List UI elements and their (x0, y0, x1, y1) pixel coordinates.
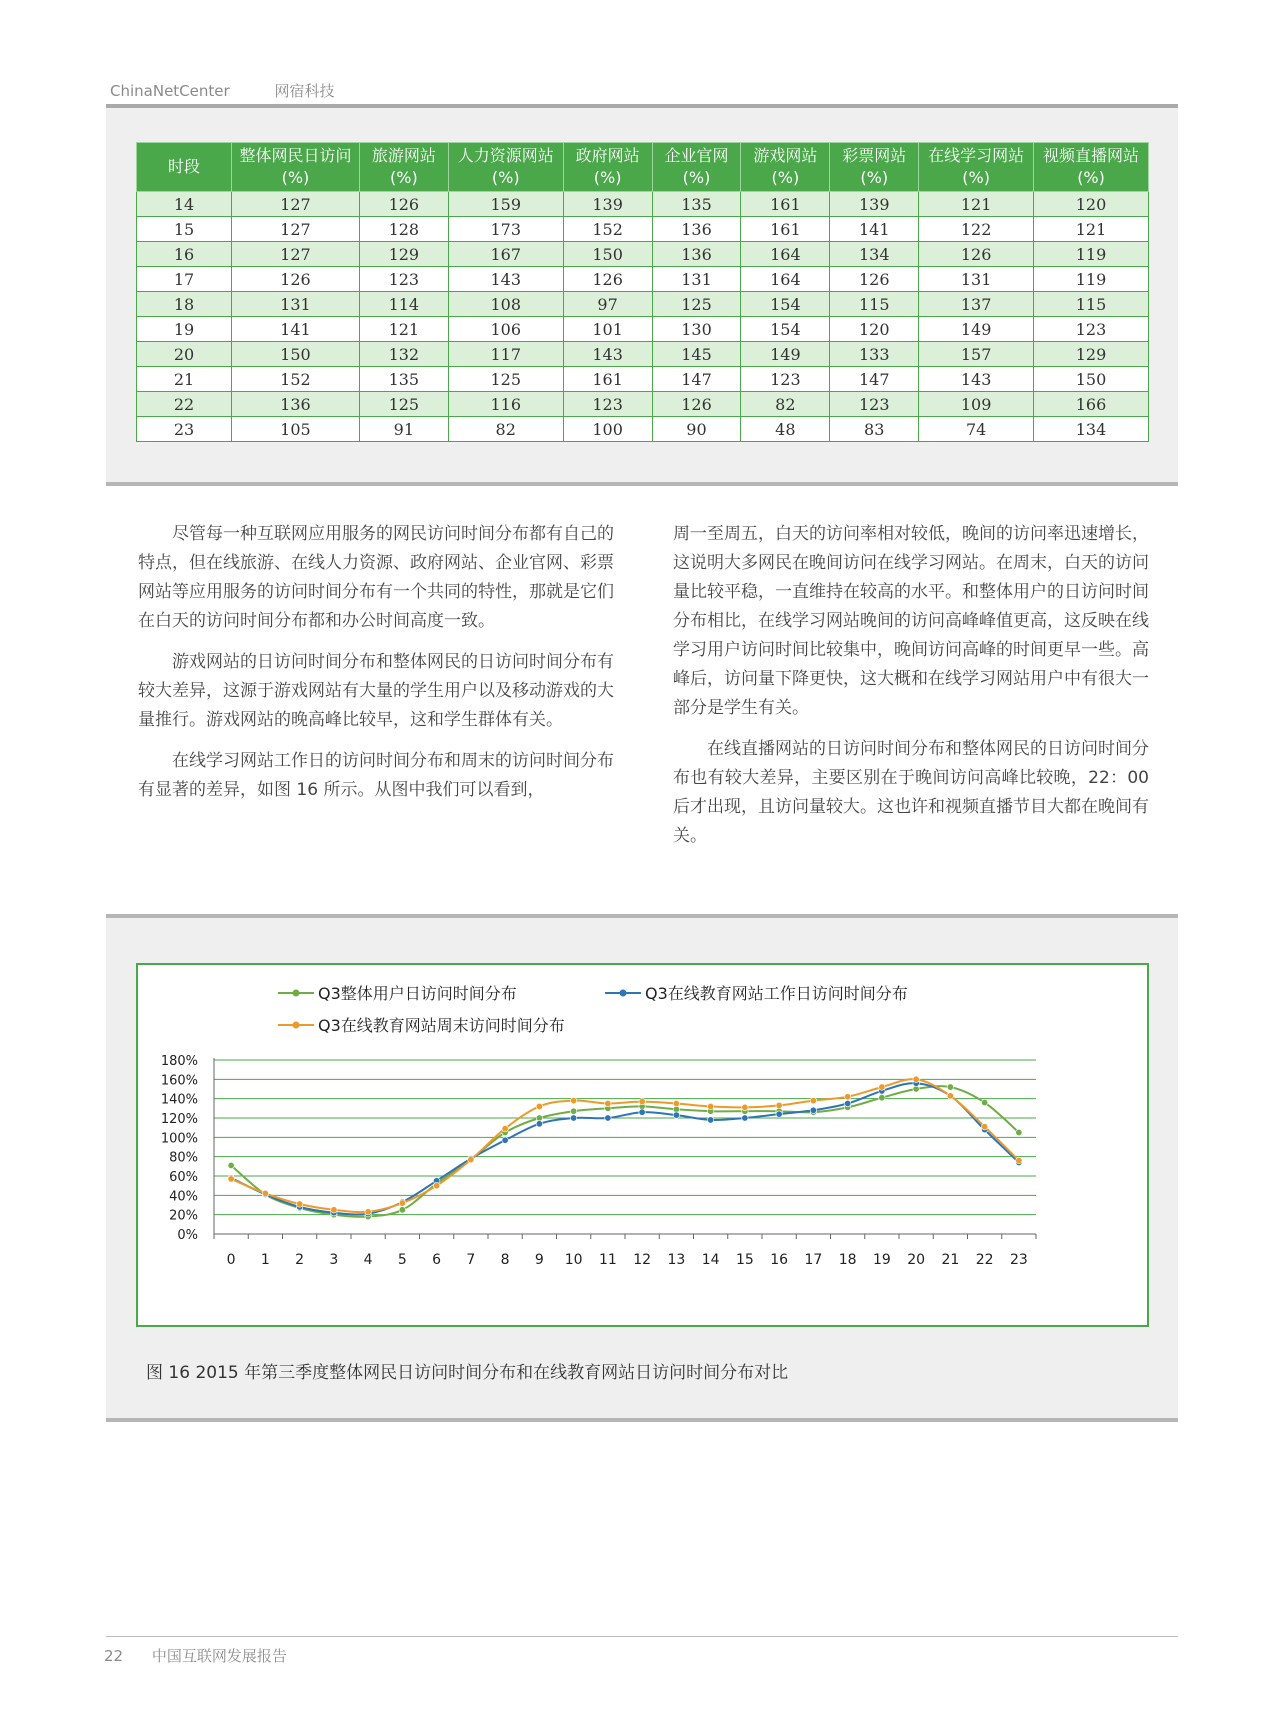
data-point (433, 1182, 439, 1188)
x-tick-label: 20 (907, 1252, 926, 1268)
table-cell: 127 (232, 242, 360, 267)
paragraph: 在线直播网站的日访问时间分布和整体网民的日访问时间分布也有较大差异，主要区别在于晚间访问高峰比较晚，22：00 后才出现，且访问量较大。这也许和视频直播节目大都在晚间有关。 (673, 739, 1149, 846)
brand-name: ChinaNetCenter (110, 82, 230, 100)
x-tick-label: 19 (872, 1252, 891, 1268)
table-row (137, 192, 1149, 217)
table-cell: 90 (652, 417, 741, 442)
data-point (502, 1137, 508, 1143)
table-header-cell: 旅游网站 (%) (359, 143, 448, 192)
legend-label: Q3整体用户日访问时间分布 (318, 984, 517, 1003)
table-cell: 16 (137, 242, 232, 267)
table-row (137, 217, 1149, 242)
data-point (605, 1115, 611, 1121)
table-cell: 117 (448, 342, 563, 367)
table-cell: 150 (232, 342, 360, 367)
table-cell: 159 (448, 192, 563, 217)
x-tick-label: 12 (633, 1252, 652, 1268)
table-cell: 161 (563, 367, 652, 392)
table-cell: 119 (1034, 267, 1149, 292)
table-cell: 139 (830, 192, 919, 217)
table-row (137, 267, 1149, 292)
table-cell: 161 (741, 192, 830, 217)
table-cell: 133 (830, 342, 919, 367)
x-tick-label: 5 (397, 1252, 407, 1268)
data-point (707, 1103, 713, 1109)
table-row (137, 317, 1149, 342)
x-tick-label: 22 (975, 1252, 994, 1268)
x-tick-label: 7 (466, 1252, 476, 1268)
table-cell: 130 (652, 317, 741, 342)
table-cell: 154 (741, 292, 830, 317)
y-tick-label: 80% (169, 1150, 198, 1166)
paragraph: 游戏网站的日访问时间分布和整体网民的日访问时间分布有较大差异，这源于游戏网站有大量的学生用户以及移动游戏的大量推行。游戏网站的晚高峰比较早，这和学生群体有关。 (138, 652, 614, 730)
table-cell: 152 (232, 367, 360, 392)
paragraph: 在线学习网站工作日的访问时间分布和周末的访问时间分布有显著的差异，如图 16 所示。从图中我们可以看到， (138, 751, 614, 800)
table-header-cell: 企业官网 (%) (652, 143, 741, 192)
table-cell: 143 (448, 267, 563, 292)
table-header-cell: 游戏网站 (%) (741, 143, 830, 192)
y-tick-label: 180% (160, 1054, 198, 1069)
table-cell: 150 (563, 242, 652, 267)
data-point (742, 1104, 748, 1110)
chart-panel (106, 914, 1178, 1422)
table-cell: 126 (830, 267, 919, 292)
data-point (844, 1094, 850, 1100)
table-cell: 100 (563, 417, 652, 442)
data-point (879, 1084, 885, 1090)
figure-caption: 图 16 2015 年第三季度整体网民日访问时间分布和在线教育网站日访问时间分布对比 (146, 1363, 789, 1383)
table-cell: 120 (830, 317, 919, 342)
table-panel (106, 108, 1178, 486)
table-cell: 135 (652, 192, 741, 217)
table-cell: 136 (232, 392, 360, 417)
table-cell: 19 (137, 317, 232, 342)
table-row (137, 342, 1149, 367)
table-cell: 141 (232, 317, 360, 342)
table-cell: 126 (919, 242, 1034, 267)
data-point (262, 1190, 268, 1196)
table-cell: 116 (448, 392, 563, 417)
table-cell: 18 (137, 292, 232, 317)
table-cell: 143 (563, 342, 652, 367)
x-tick-label: 8 (500, 1252, 510, 1268)
table-cell: 115 (830, 292, 919, 317)
table-cell: 106 (448, 317, 563, 342)
table-header-cell: 在线学习网站 (%) (919, 143, 1034, 192)
table-cell: 123 (741, 367, 830, 392)
data-point (844, 1100, 850, 1106)
table-cell: 83 (830, 417, 919, 442)
table-cell: 22 (137, 392, 232, 417)
page-footer (104, 1645, 287, 1666)
data-point (707, 1117, 713, 1123)
report-title: 中国互联网发展报告 (151, 1647, 287, 1665)
table-cell: 119 (1034, 242, 1149, 267)
data-point (879, 1095, 885, 1101)
x-tick-label: 18 (838, 1252, 857, 1268)
data-point (536, 1121, 542, 1127)
table-cell: 101 (563, 317, 652, 342)
line-chart (138, 965, 1147, 1325)
table-header-cell: 时段 (137, 143, 232, 192)
data-point (296, 1201, 302, 1207)
table-header-cell: 彩票网站 (%) (830, 143, 919, 192)
table-cell: 121 (919, 192, 1034, 217)
table-cell: 150 (1034, 367, 1149, 392)
table-cell: 125 (652, 292, 741, 317)
data-point (913, 1086, 919, 1092)
table-cell: 91 (359, 417, 448, 442)
x-tick-label: 2 (295, 1252, 305, 1268)
table-cell: 149 (919, 317, 1034, 342)
table-header-row (137, 143, 1149, 192)
table-cell: 74 (919, 417, 1034, 442)
table-cell: 143 (919, 367, 1034, 392)
data-point (468, 1156, 474, 1162)
table-row (137, 417, 1149, 442)
table-cell: 131 (652, 267, 741, 292)
y-tick-label: 40% (169, 1189, 198, 1205)
table-cell: 137 (919, 292, 1034, 317)
data-point (399, 1200, 405, 1206)
paragraph: 周一至周五，白天的访问率相对较低，晚间的访问率迅速增长，这说明大多网民在晚间访问在线学习网站。在周末，白天的访问量比较平稳，一直维持在较高的水平。和整体用户的日访问时间分布相比，在线学习网站晚间的访问高峰峰值更高，这反映在线学习用户访问时间比较集中，晚间访问高峰的时间更早一些。高峰后，访问量下降更快，这大概和在线学习网站用户中有很大一部分是学生有关。 (673, 524, 1149, 718)
y-tick-label: 120% (160, 1112, 198, 1127)
table-cell: 136 (652, 217, 741, 242)
data-point (1016, 1129, 1022, 1135)
table-cell: 120 (1034, 192, 1149, 217)
table-row (137, 367, 1149, 392)
y-tick-label: 20% (169, 1208, 198, 1224)
page-number: 22 (104, 1647, 124, 1665)
x-tick-label: 3 (329, 1252, 339, 1268)
page-header (110, 80, 374, 101)
data-point (331, 1207, 337, 1213)
x-tick-label: 1 (260, 1252, 270, 1268)
table-header-cell: 人力资源网站 (%) (448, 143, 563, 192)
data-point (639, 1098, 645, 1104)
footer-rule (106, 1636, 1178, 1637)
data-point (673, 1112, 679, 1118)
y-tick-label: 0% (177, 1228, 198, 1243)
table-cell: 134 (1034, 417, 1149, 442)
table-cell: 15 (137, 217, 232, 242)
table-cell: 131 (232, 292, 360, 317)
table-cell: 105 (232, 417, 360, 442)
left-text-column (138, 520, 614, 817)
table-cell: 164 (741, 242, 830, 267)
data-point (673, 1106, 679, 1112)
legend-label: Q3在线教育网站周末访问时间分布 (318, 1016, 565, 1035)
table-cell: 126 (232, 267, 360, 292)
data-point (399, 1207, 405, 1213)
paragraph: 尽管每一种互联网应用服务的网民访问时间分布都有自己的特点，但在线旅游、在线人力资源、政府网站、企业官网、彩票网站等应用服务的访问时间分布有一个共同的特性，那就是它们在白天的访问时间分布都和办公时间高度一致。 (138, 524, 614, 631)
table-cell: 166 (1034, 392, 1149, 417)
x-tick-label: 14 (701, 1252, 720, 1268)
table-cell: 154 (741, 317, 830, 342)
x-tick-label: 23 (1009, 1252, 1028, 1268)
table-cell: 127 (232, 217, 360, 242)
legend-marker (620, 990, 627, 997)
table-row (137, 292, 1149, 317)
table-cell: 167 (448, 242, 563, 267)
table-cell: 82 (448, 417, 563, 442)
data-point (639, 1109, 645, 1115)
table-cell: 123 (563, 392, 652, 417)
data-point (570, 1097, 576, 1103)
table-cell: 121 (359, 317, 448, 342)
company-name: 网宿科技 (274, 82, 335, 100)
table-cell: 108 (448, 292, 563, 317)
table-cell: 115 (1034, 292, 1149, 317)
x-tick-label: 10 (564, 1252, 583, 1268)
table-cell: 147 (830, 367, 919, 392)
table-cell: 123 (1034, 317, 1149, 342)
y-tick-label: 140% (160, 1092, 198, 1108)
data-point (776, 1111, 782, 1117)
data-point (810, 1107, 816, 1113)
x-tick-label: 6 (432, 1252, 442, 1268)
data-point (947, 1084, 953, 1090)
data-point (228, 1162, 234, 1168)
table-cell: 152 (563, 217, 652, 242)
table-cell: 129 (359, 242, 448, 267)
data-point (742, 1115, 748, 1121)
table-cell: 126 (652, 392, 741, 417)
x-tick-label: 15 (735, 1252, 754, 1268)
table-cell: 145 (652, 342, 741, 367)
y-tick-label: 60% (169, 1170, 198, 1185)
right-text-column (673, 520, 1149, 863)
data-point (947, 1093, 953, 1099)
data-point (605, 1100, 611, 1106)
table-cell: 136 (652, 242, 741, 267)
data-point (1016, 1157, 1022, 1163)
table-row (137, 392, 1149, 417)
table-cell: 141 (830, 217, 919, 242)
table-cell: 123 (359, 267, 448, 292)
data-point (776, 1102, 782, 1108)
data-point (228, 1176, 234, 1182)
table-cell: 123 (830, 392, 919, 417)
x-tick-label: 13 (667, 1252, 686, 1268)
table-cell: 121 (1034, 217, 1149, 242)
x-tick-label: 16 (770, 1252, 789, 1268)
legend-marker (293, 990, 300, 997)
table-cell: 20 (137, 342, 232, 367)
table-cell: 114 (359, 292, 448, 317)
data-point (981, 1099, 987, 1105)
legend-marker (293, 1022, 300, 1029)
data-point (365, 1209, 371, 1215)
table-cell: 129 (1034, 342, 1149, 367)
table-header-cell: 整体网民日访问 (%) (232, 143, 360, 192)
visit-distribution-table (136, 142, 1149, 442)
data-point (570, 1108, 576, 1114)
data-point (981, 1124, 987, 1130)
table-cell: 109 (919, 392, 1034, 417)
table-cell: 127 (232, 192, 360, 217)
table-cell: 21 (137, 367, 232, 392)
table-cell: 128 (359, 217, 448, 242)
x-tick-label: 17 (804, 1252, 823, 1268)
data-point (673, 1100, 679, 1106)
data-point (536, 1103, 542, 1109)
series-line (231, 1086, 1019, 1217)
data-point (502, 1125, 508, 1131)
table-cell: 157 (919, 342, 1034, 367)
table-cell: 97 (563, 292, 652, 317)
x-tick-label: 21 (941, 1252, 960, 1268)
x-tick-label: 0 (226, 1252, 236, 1268)
y-tick-label: 160% (160, 1073, 198, 1089)
data-point (570, 1115, 576, 1121)
table-cell: 164 (741, 267, 830, 292)
x-tick-label: 4 (363, 1252, 373, 1268)
table-cell: 122 (919, 217, 1034, 242)
y-tick-label: 100% (160, 1131, 198, 1147)
table-cell: 147 (652, 367, 741, 392)
table-cell: 125 (448, 367, 563, 392)
table-cell: 126 (359, 192, 448, 217)
table-cell: 48 (741, 417, 830, 442)
table-cell: 131 (919, 267, 1034, 292)
data-point (536, 1115, 542, 1121)
chart-frame (136, 963, 1149, 1327)
table-row (137, 242, 1149, 267)
data-point (810, 1097, 816, 1103)
table-cell: 14 (137, 192, 232, 217)
x-tick-label: 11 (598, 1252, 617, 1268)
table-cell: 17 (137, 267, 232, 292)
table-cell: 173 (448, 217, 563, 242)
table-cell: 125 (359, 392, 448, 417)
table-cell: 126 (563, 267, 652, 292)
table-cell: 139 (563, 192, 652, 217)
table-cell: 132 (359, 342, 448, 367)
table-header-cell: 视频直播网站 (%) (1034, 143, 1149, 192)
table-cell: 82 (741, 392, 830, 417)
table-cell: 23 (137, 417, 232, 442)
table-cell: 149 (741, 342, 830, 367)
table-cell: 134 (830, 242, 919, 267)
table-cell: 135 (359, 367, 448, 392)
x-tick-label: 9 (534, 1252, 544, 1268)
legend-label: Q3在线教育网站工作日访问时间分布 (645, 984, 908, 1003)
data-point (913, 1076, 919, 1082)
table-header-cell: 政府网站 (%) (563, 143, 652, 192)
table-cell: 161 (741, 217, 830, 242)
